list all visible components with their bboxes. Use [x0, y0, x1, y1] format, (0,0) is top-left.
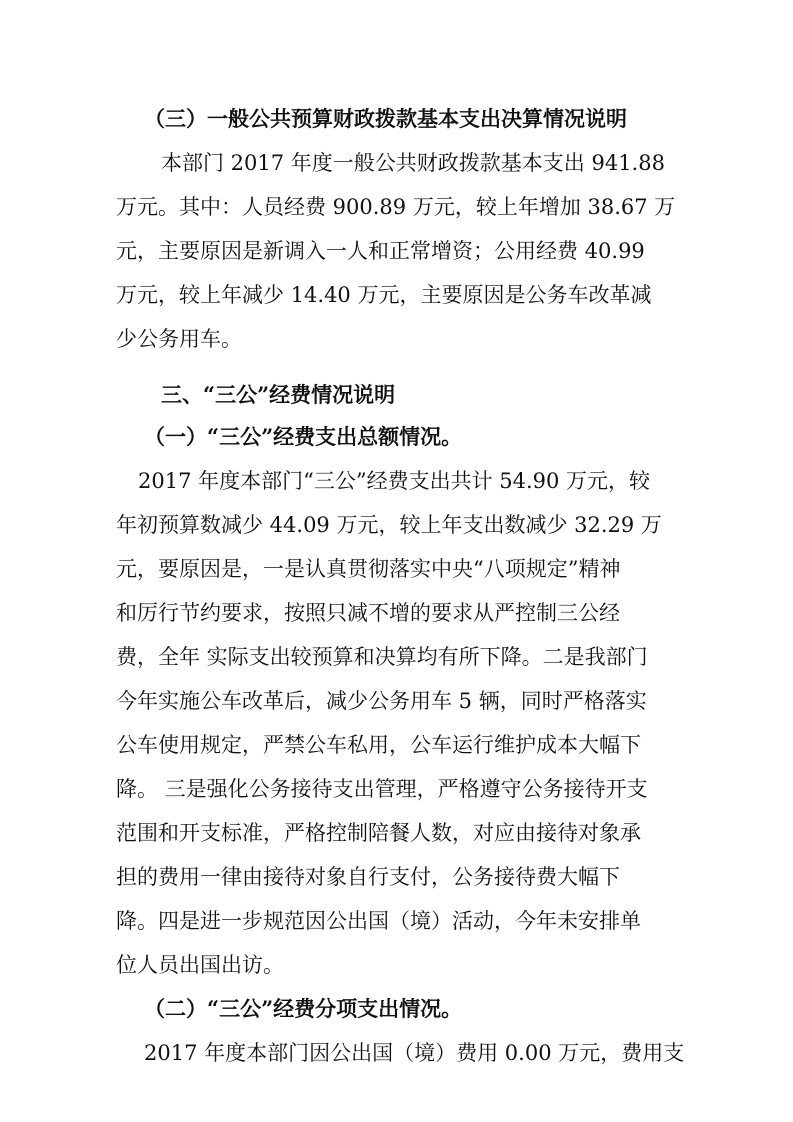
subsection-2-heading: （二）“三公”经费分项支出情况。: [144, 996, 463, 1021]
subsection-1-paragraph-line: 公车使用规定，严禁公车私用，公车运行维护成本大幅下: [116, 733, 641, 757]
section-3-paragraph-line: 万元，较上年减少 14.40 万元，主要原因是公务车改革减: [116, 283, 652, 307]
subsection-1-paragraph-line: 费，全年 实际支出较预算和决算均有所下降。二是我部门: [116, 645, 648, 669]
section-3-paragraph-line: 本部门 2017 年度一般公共财政拨款基本支出 941.88: [161, 151, 665, 175]
subsection-1-paragraph-line: 和厉行节约要求，按照只减不增的要求从严控制三公经: [116, 601, 620, 625]
subsection-1-heading: （一）“三公”经费支出总额情况。: [144, 424, 463, 449]
section-3-paragraph-line: 万元。其中：人员经费 900.89 万元，较上年增加 38.67 万: [116, 195, 676, 219]
subsection-1-paragraph-line: 担的费用一律由接待对象自行支付，公务接待费大幅下: [116, 865, 620, 889]
subsection-1-paragraph-line: 降。四是进一步规范因公出国（境）活动，今年未安排单: [116, 909, 641, 933]
subsection-1-paragraph-line: 位人员出国出访。: [116, 953, 284, 977]
subsection-1-paragraph-line: 降。 三是强化公务接待支出管理，严格遵守公务接待开支: [116, 777, 648, 801]
section-3-paragraph-line: 少公务用车。: [116, 327, 242, 351]
subsection-2-paragraph-line: 2017 年度本部门因公出国（境）费用 0.00 万元，费用支: [144, 1041, 685, 1065]
section-3-heading: （三）一般公共预算财政拨款基本支出决算情况说明: [144, 106, 627, 131]
part-3-heading: 三、“三公”经费情况说明: [161, 382, 396, 407]
subsection-1-paragraph-line: 2017 年度本部门“三公”经费支出共计 54.90 万元，较: [138, 469, 651, 493]
subsection-1-paragraph-line: 今年实施公车改革后，减少公务用车 5 辆，同时严格落实: [116, 689, 647, 713]
subsection-1-paragraph-line: 年初预算数减少 44.09 万元，较上年支出数减少 32.29 万: [116, 513, 662, 537]
subsection-1-paragraph-line: 元，要原因是，一是认真贯彻落实中央“八项规定”精神: [116, 557, 621, 581]
section-3-paragraph-line: 元，主要原因是新调入一人和正常增资；公用经费 40.99: [116, 239, 645, 263]
subsection-1-paragraph-line: 范围和开支标准，严格控制陪餐人数，对应由接待对象承: [116, 821, 641, 845]
